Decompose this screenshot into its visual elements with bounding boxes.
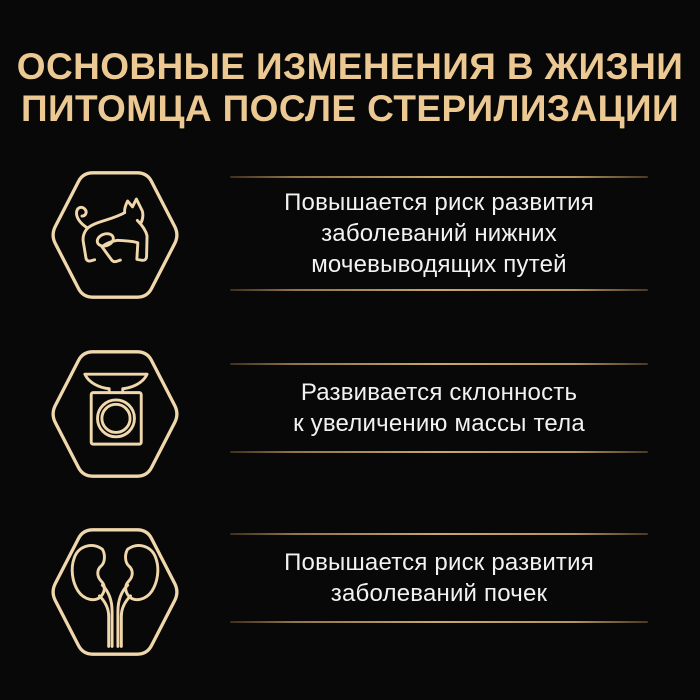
kidney-right xyxy=(126,545,158,599)
section-text xyxy=(230,535,648,621)
section-text-line: заболеваний почек xyxy=(330,580,548,607)
hexagon-frame xyxy=(53,173,177,297)
section-row-kidneys xyxy=(230,533,648,623)
kidneys-icon xyxy=(44,524,186,660)
cat-head-back-outline xyxy=(83,199,143,261)
section-text-line: Развивается склонность xyxy=(300,379,578,406)
kidney-left xyxy=(72,545,104,599)
separator-line xyxy=(230,451,648,453)
page-title-line-2: ПИТОМЦА ПОСЛЕ СТЕРИЛИЗАЦИИ xyxy=(20,88,679,129)
section-text-line: заболеваний нижних xyxy=(321,220,557,247)
section-text-line: к увеличению массы тела xyxy=(293,410,585,437)
hexagon-frame xyxy=(53,352,177,476)
page-title-line-1: ОСНОВНЫЕ ИЗМЕНЕНИЯ В ЖИЗНИ xyxy=(16,46,684,87)
page-title xyxy=(0,46,700,130)
section-text xyxy=(230,365,648,451)
hexagon-frame xyxy=(53,530,177,654)
kitchen-scale-icon xyxy=(44,346,186,482)
cat-icon xyxy=(44,167,186,303)
cat-chest-legs-belly-outline xyxy=(102,220,147,261)
scale-dial-inner xyxy=(102,404,130,432)
scale-bowl xyxy=(85,374,147,392)
section-text-line: Повышается риск развития xyxy=(284,549,594,576)
section-row-urinary xyxy=(230,176,648,291)
section-text-line: Повышается риск развития xyxy=(284,189,594,216)
section-text xyxy=(230,178,648,289)
separator-line xyxy=(230,621,648,623)
section-row-body-mass xyxy=(230,363,648,453)
cat-tail xyxy=(77,207,87,227)
separator-line xyxy=(230,289,648,291)
cat-tail-loop xyxy=(96,232,116,249)
section-text-line: мочевыводящих путей xyxy=(311,251,567,278)
